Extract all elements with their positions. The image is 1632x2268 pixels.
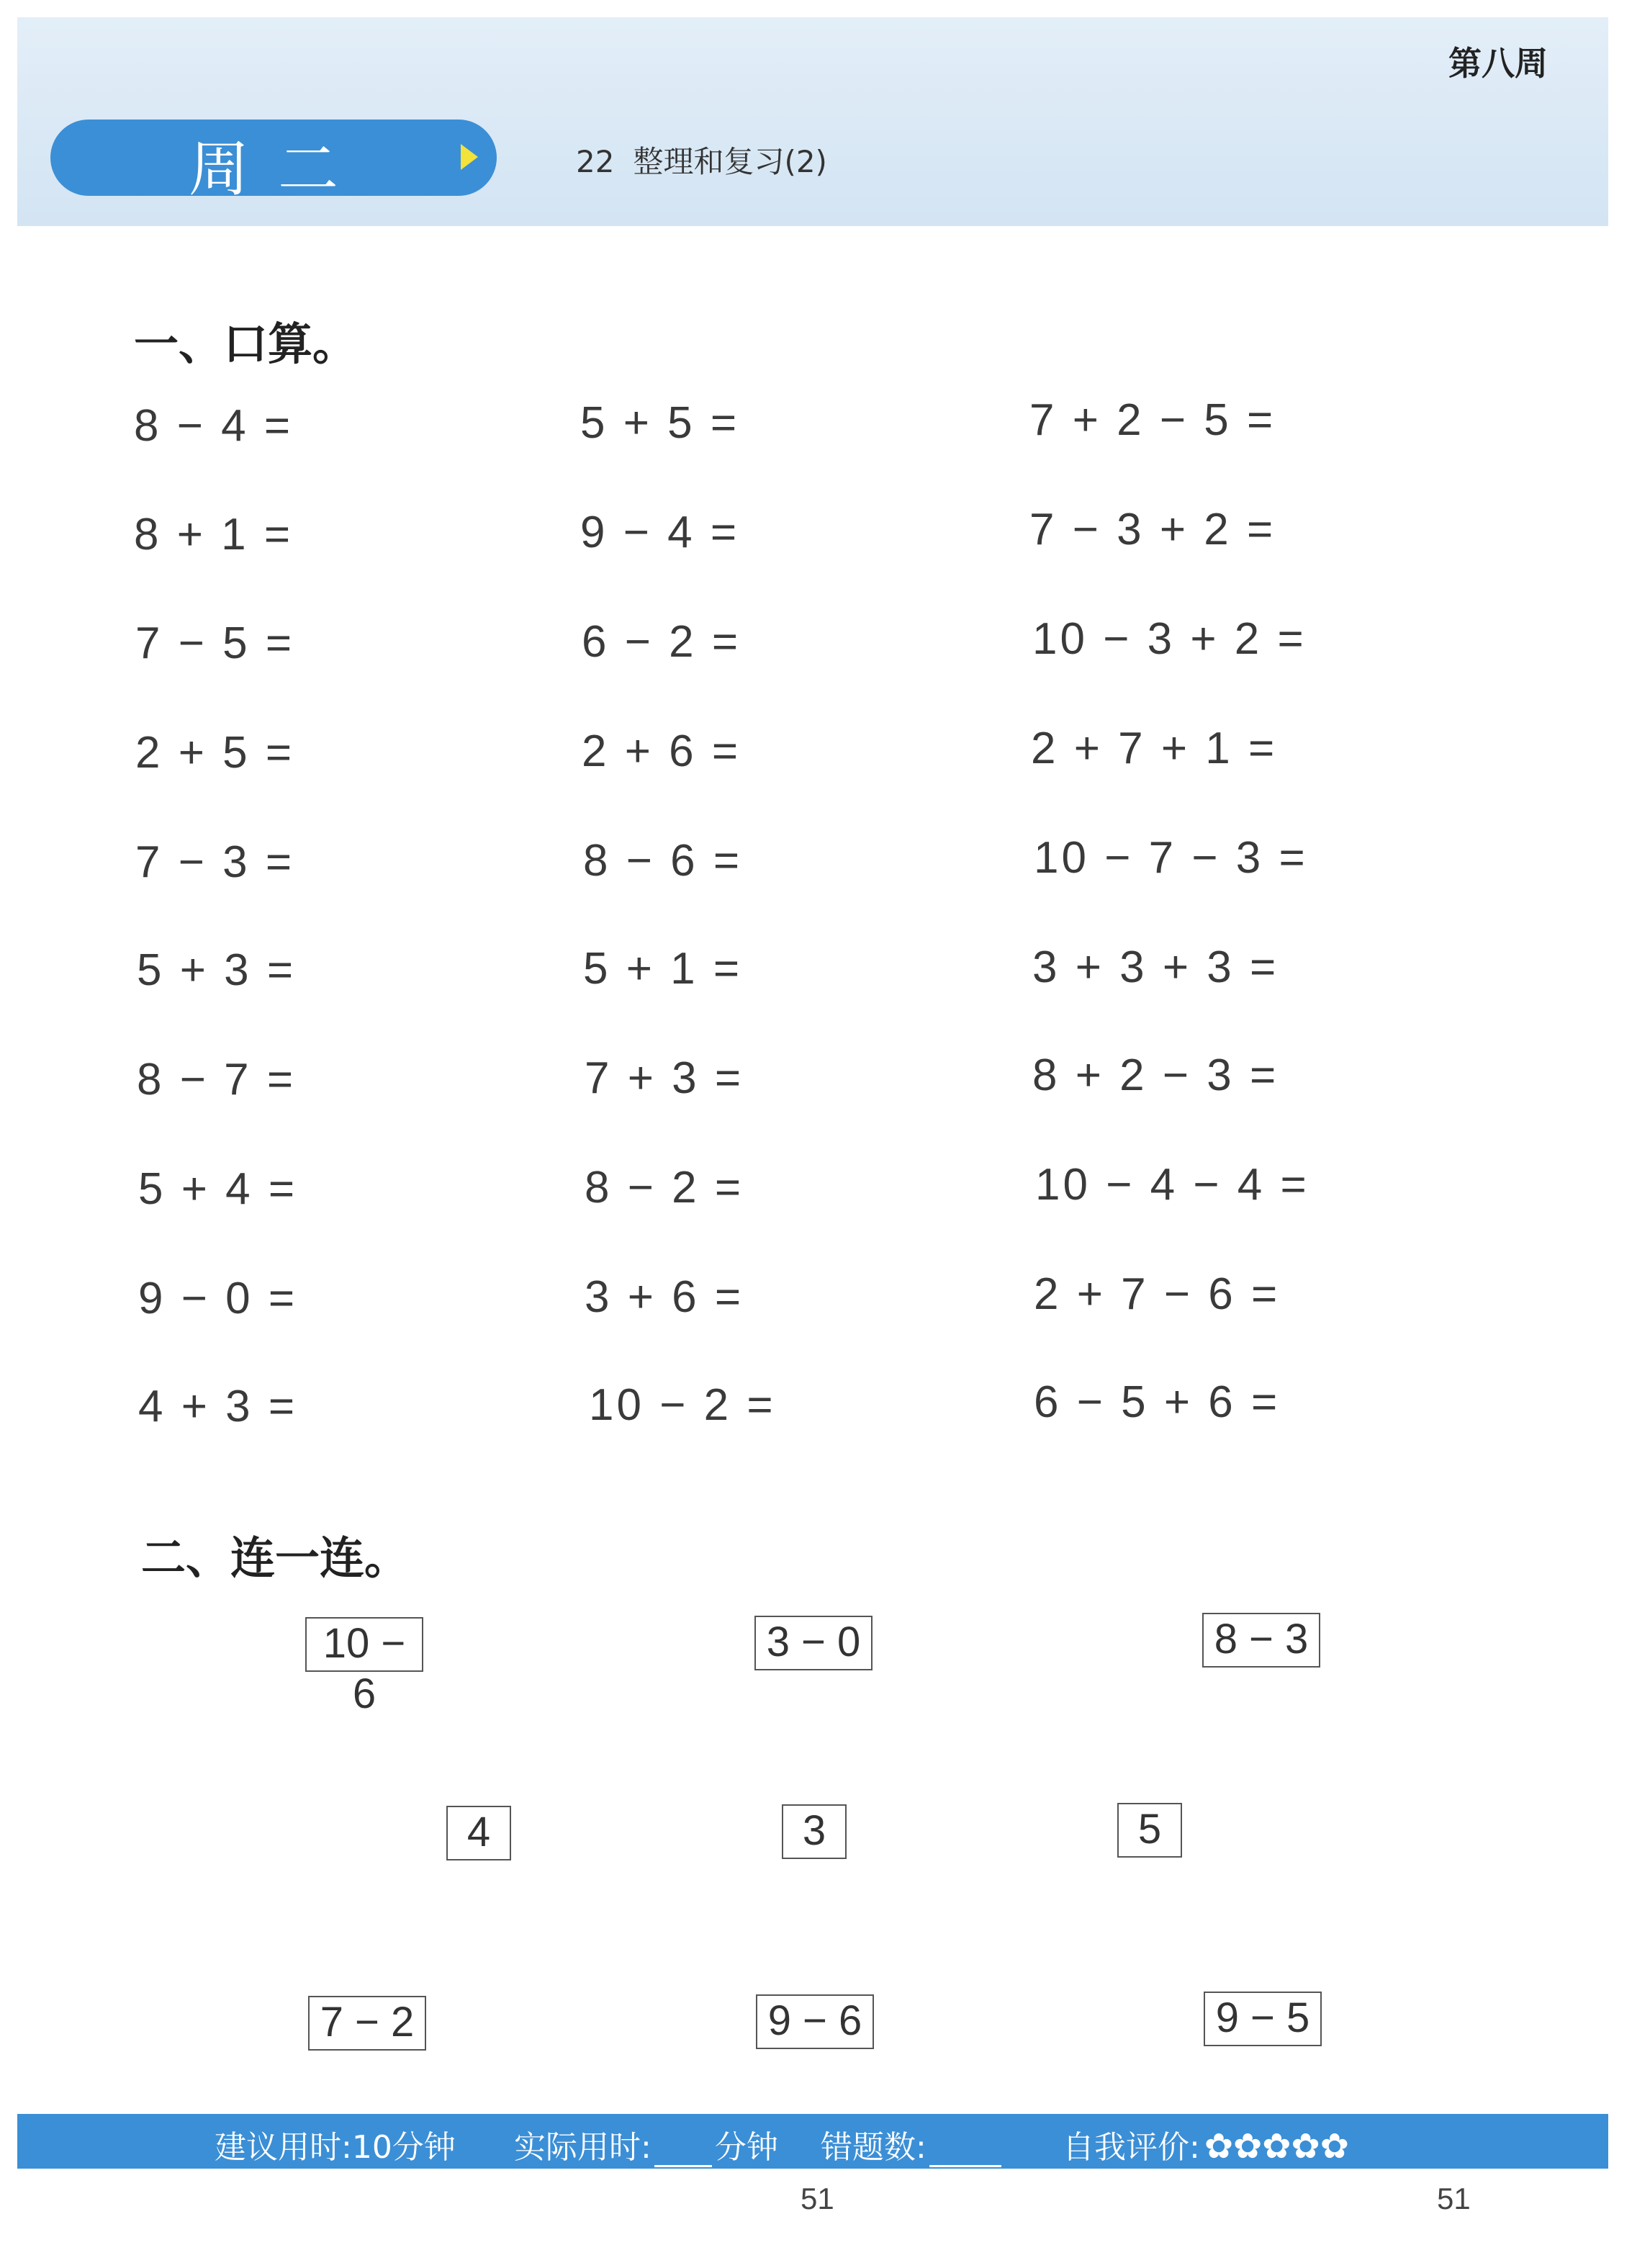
error-count-blank[interactable] bbox=[929, 2136, 1001, 2167]
problem: 10 − 4 − 4 = bbox=[1035, 1160, 1309, 1210]
problem: 2 + 6 = bbox=[582, 726, 741, 776]
problem: 3 + 3 + 3 = bbox=[1032, 942, 1279, 992]
match-expression-box[interactable]: 3 − 0 bbox=[754, 1616, 873, 1670]
lesson-title: 整理和复习(2) bbox=[633, 144, 827, 179]
problem: 8 − 6 = bbox=[583, 836, 743, 886]
problem: 9 − 0 = bbox=[138, 1274, 298, 1323]
section-2-title: 二、连一连。 bbox=[141, 1531, 410, 1584]
problem: 5 + 3 = bbox=[137, 945, 297, 995]
problem: 5 + 1 = bbox=[583, 944, 743, 994]
problem: 7 + 3 = bbox=[585, 1053, 744, 1103]
problem: 10 − 7 − 3 = bbox=[1034, 833, 1308, 883]
problem: 2 + 5 = bbox=[135, 728, 295, 778]
problem: 7 − 3 = bbox=[135, 837, 295, 887]
problem: 7 + 2 − 5 = bbox=[1029, 395, 1276, 445]
problem: 7 − 5 = bbox=[135, 618, 295, 668]
problem: 8 − 7 = bbox=[137, 1055, 297, 1104]
play-arrow-icon bbox=[461, 144, 478, 170]
problem: 6 − 2 = bbox=[582, 617, 741, 667]
problem: 6 − 5 + 6 = bbox=[1034, 1377, 1281, 1427]
problem: 3 + 6 = bbox=[585, 1272, 744, 1322]
actual-time bbox=[514, 2121, 778, 2167]
problem: 7 − 3 + 2 = bbox=[1029, 505, 1276, 554]
problem: 8 − 2 = bbox=[585, 1163, 744, 1212]
match-expression-box[interactable]: 9 − 5 bbox=[1204, 1992, 1322, 2046]
match-expression-box[interactable]: 9 − 6 bbox=[756, 1994, 874, 2049]
match-expression-box[interactable]: 8 − 3 bbox=[1202, 1613, 1320, 1668]
week-label: 第八周 bbox=[1448, 44, 1548, 83]
flower-rating-icons[interactable]: ✿✿✿✿✿ bbox=[1204, 2126, 1349, 2166]
suggested-time: 建议用时:10分钟 bbox=[215, 2129, 456, 2166]
actual-time-label: 实际用时: bbox=[514, 2129, 652, 2166]
problem: 5 + 4 = bbox=[138, 1164, 298, 1214]
match-number-box[interactable]: 3 bbox=[782, 1804, 847, 1859]
match-number-box[interactable]: 5 bbox=[1117, 1803, 1182, 1858]
problem: 9 − 4 = bbox=[580, 508, 740, 557]
problem: 8 − 4 = bbox=[134, 401, 294, 451]
match-number-box[interactable]: 4 bbox=[446, 1806, 511, 1860]
page-number: 51 bbox=[801, 2182, 834, 2215]
problem: 4 + 3 = bbox=[138, 1382, 298, 1431]
problem: 2 + 7 − 6 = bbox=[1034, 1269, 1281, 1319]
day-label: 周二 bbox=[189, 134, 368, 204]
self-evaluation bbox=[1063, 2121, 1349, 2167]
match-expression-box[interactable]: 7 − 2 bbox=[308, 1996, 426, 2051]
self-evaluation-label: 自我评价: bbox=[1063, 2129, 1200, 2166]
problem: 8 + 1 = bbox=[134, 510, 294, 559]
actual-time-unit: 分钟 bbox=[714, 2129, 778, 2166]
problem: 5 + 5 = bbox=[580, 398, 740, 448]
lesson-heading bbox=[576, 138, 827, 181]
error-count-label: 错题数: bbox=[821, 2129, 927, 2166]
actual-time-blank[interactable] bbox=[654, 2136, 712, 2167]
problem: 8 + 2 − 3 = bbox=[1032, 1050, 1279, 1100]
problem: 2 + 7 + 1 = bbox=[1031, 724, 1278, 773]
lesson-number: 22 bbox=[576, 144, 615, 179]
problem: 10 − 3 + 2 = bbox=[1032, 614, 1307, 664]
error-count bbox=[821, 2121, 1004, 2167]
page-number: 51 bbox=[1437, 2182, 1471, 2215]
problem: 10 − 2 = bbox=[589, 1380, 776, 1430]
section-1-title: 一、口算。 bbox=[134, 318, 358, 370]
match-expression-box[interactable]: 10 − 6 bbox=[305, 1617, 423, 1672]
